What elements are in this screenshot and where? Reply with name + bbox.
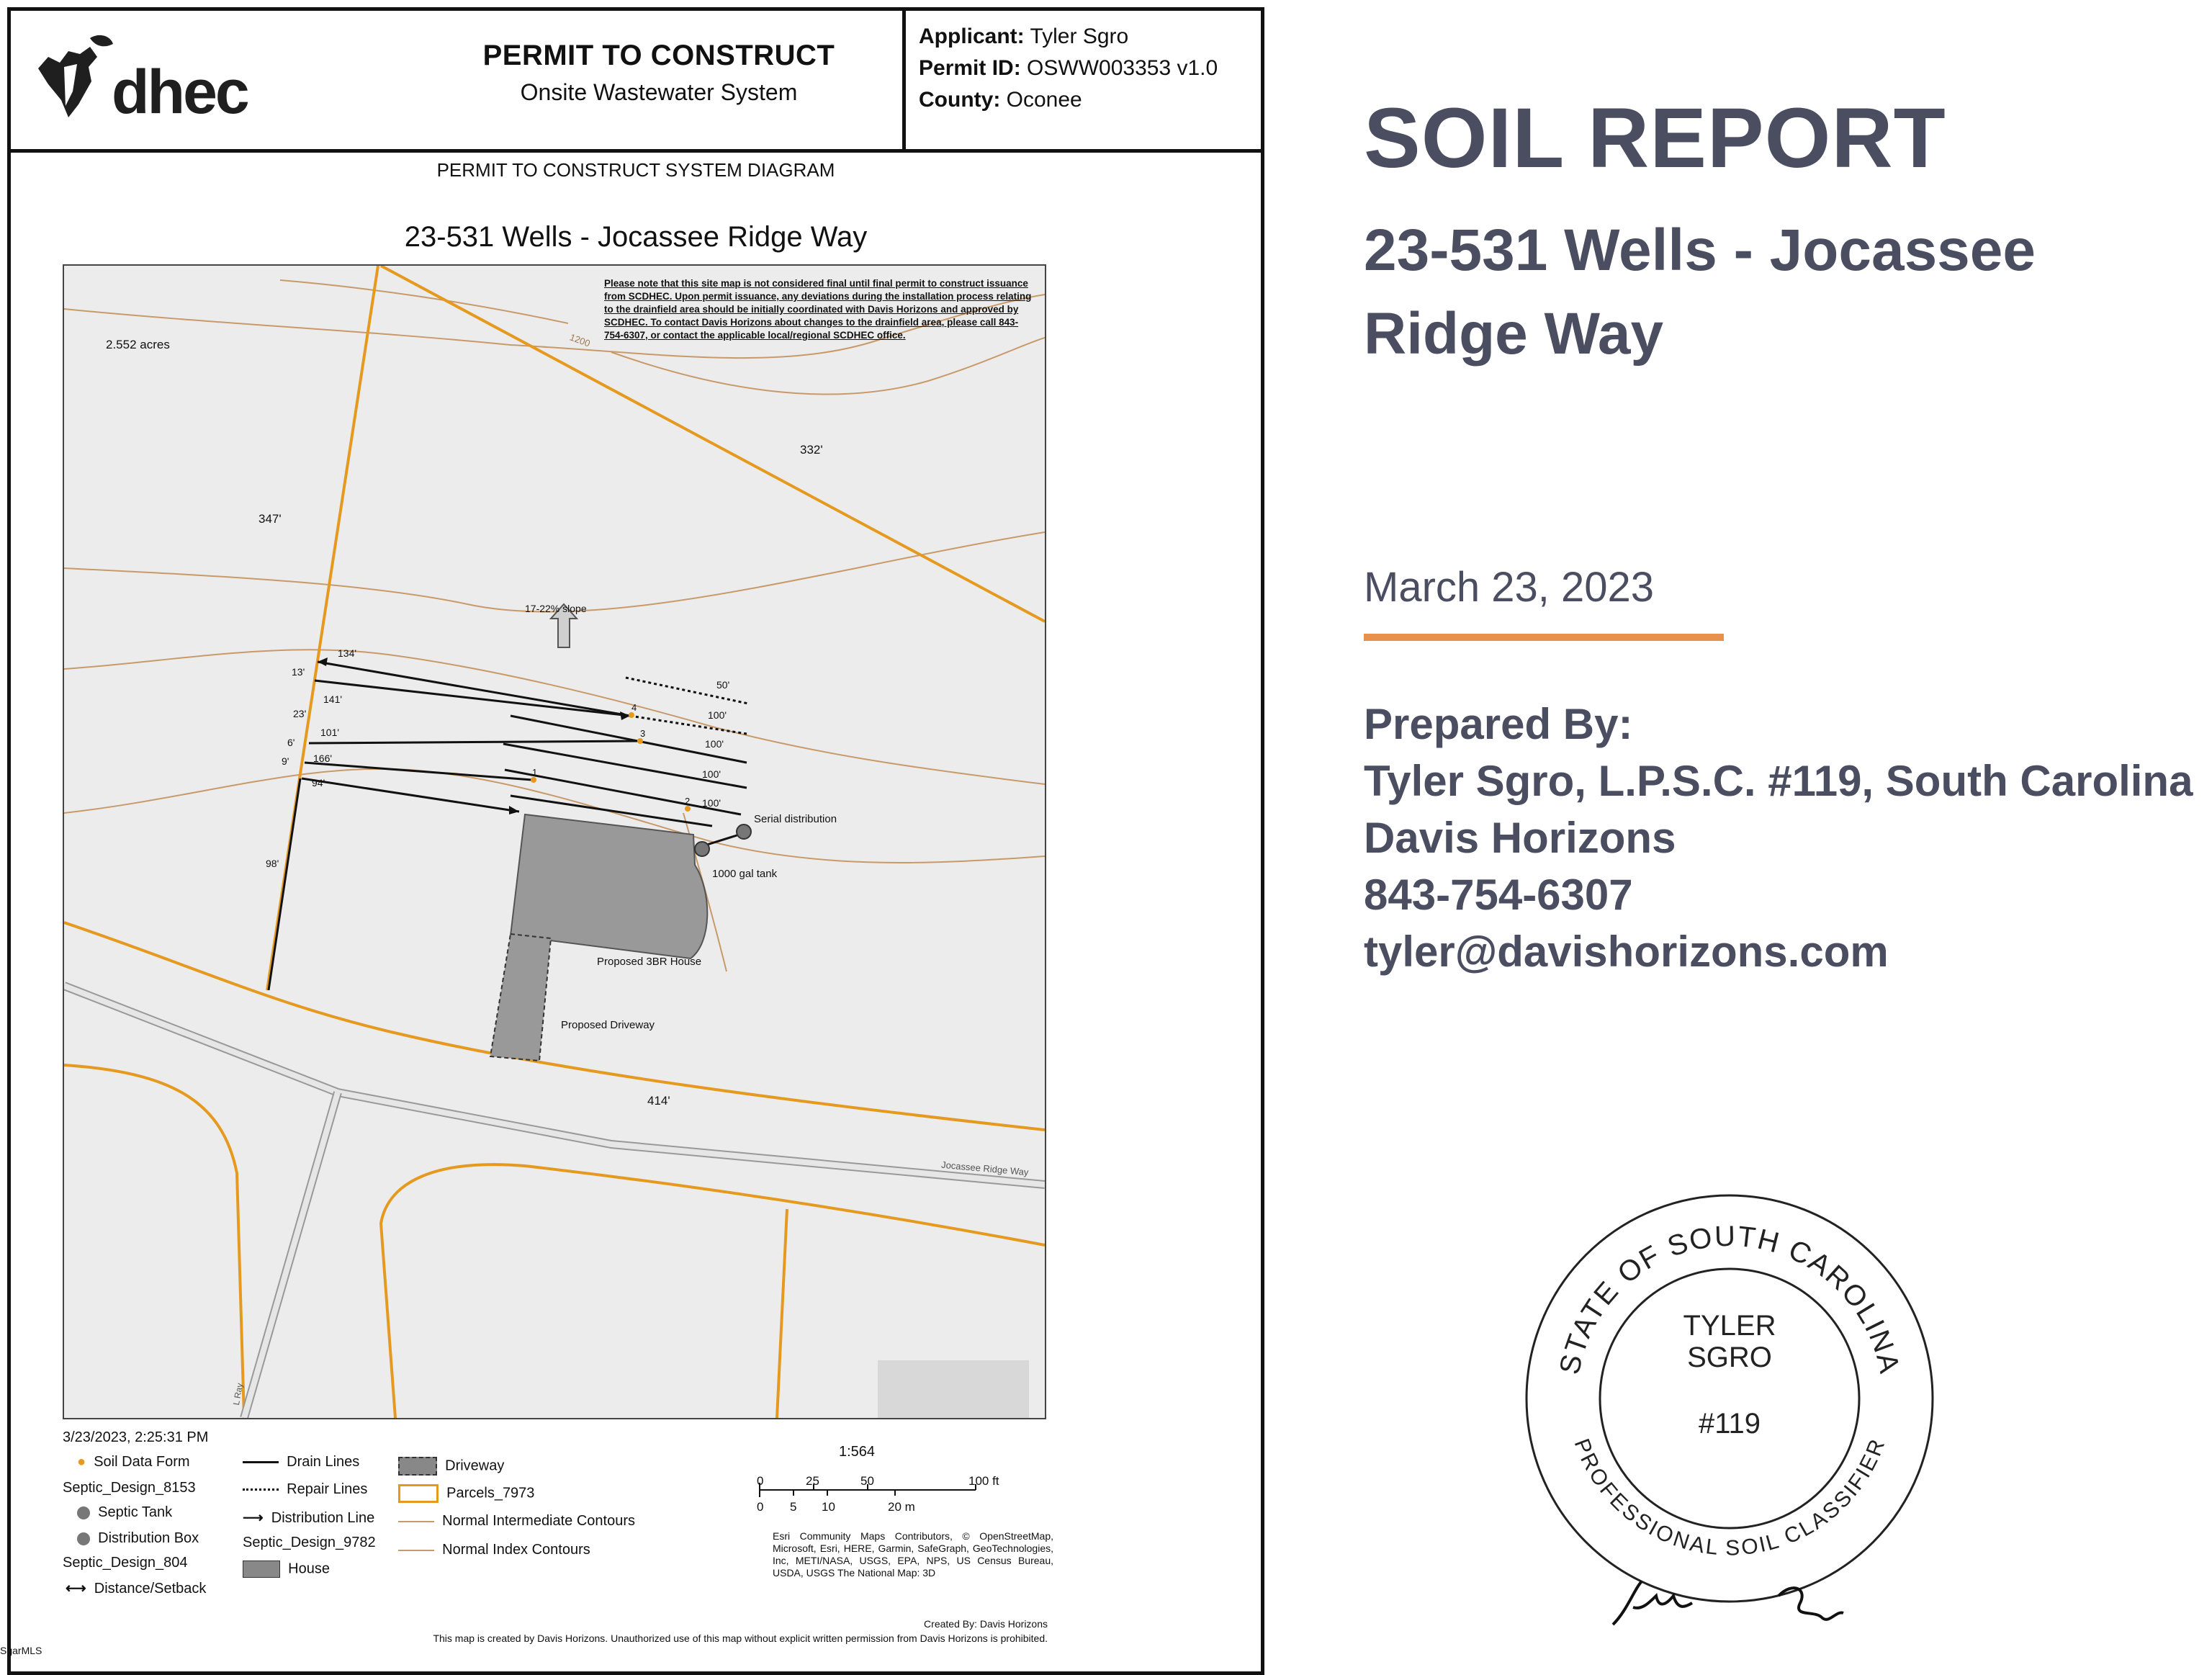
- permit-id-row: Permit ID: OSWW003353 v1.0: [919, 56, 1218, 80]
- dim-100-c: 100': [702, 768, 721, 780]
- report-subtitle: 23-531 Wells - Jocassee Ridge Way: [1364, 217, 2036, 367]
- dim-134: 134': [338, 647, 357, 659]
- scale-m-20: 20 m: [888, 1500, 915, 1514]
- tank-label: 1000 gal tank: [712, 868, 778, 880]
- map-legend: [63, 1428, 1071, 1615]
- driveway-label: Proposed Driveway: [561, 1019, 655, 1031]
- dim-100-b: 100': [705, 738, 724, 750]
- acres-label: 2.552 acres: [106, 338, 170, 351]
- slope-label: 17-22% slope: [525, 603, 587, 614]
- map-disclaimer-note: Please note that this site map is not considered final until final permit to construct issuance from SCDHEC. Upon permit issuance, any deviations during the installation process relating to the drainfield area should be initially coordinated with Davis Horizons and approved by SCDHEC. To contact Davis Horizons about changes to the drainfield area, please call 843-754-6307, or contact the applicable local/regional SCDHEC office.: [604, 278, 1032, 341]
- permit-info-box: [902, 11, 1261, 149]
- scale-m-10: 10: [822, 1500, 835, 1514]
- dim-13: 13': [292, 666, 305, 678]
- legend-septic-design-8153: Septic_Design_8153: [63, 1480, 196, 1496]
- dim-98: 98': [266, 858, 279, 869]
- contour-label: 1200: [568, 331, 592, 349]
- legend-repair-lines: Repair Lines: [243, 1481, 367, 1498]
- prepared-by-block: [1364, 696, 2193, 980]
- line-number-1: 1: [532, 767, 538, 778]
- site-map: [63, 264, 1046, 1419]
- permit-header: [11, 11, 1261, 153]
- dim-23: 23': [293, 708, 307, 719]
- professional-seal: [1521, 1190, 1938, 1607]
- line-number-3: 3: [640, 728, 646, 739]
- legend-intermediate-contours: Normal Intermediate Contours: [398, 1513, 635, 1530]
- legend-septic-design-804: Septic_Design_804: [63, 1555, 188, 1571]
- dim-6: 6': [287, 737, 295, 748]
- permit-title-block: [414, 40, 904, 106]
- legend-house: House: [243, 1561, 330, 1578]
- line-number-2: 2: [685, 796, 691, 807]
- dim-9: 9': [282, 755, 289, 767]
- legend-timestamp: 3/23/2023, 2:25:31 PM: [63, 1429, 209, 1445]
- accent-rule: [1364, 634, 1724, 641]
- applicant-row: Applicant: Tyler Sgro: [919, 24, 1129, 48]
- signature: [1599, 1567, 1887, 1639]
- dim-100-d: 100': [702, 797, 721, 809]
- scale-ft-100: 100 ft: [968, 1474, 999, 1488]
- road-label-2: L Ray: [230, 1382, 246, 1406]
- svg-text:#119: #119: [1698, 1408, 1761, 1440]
- house-label: Proposed 3BR House: [597, 956, 702, 968]
- map-disclaimer: This map is created by Davis Horizons. Unauthorized use of this map without explicit written permission from Davis Horizons is prohibited.: [433, 1633, 1048, 1644]
- legend-parcels: Parcels_7973: [398, 1484, 534, 1503]
- dim-101: 101': [320, 727, 340, 738]
- dim-94: 94': [312, 777, 325, 789]
- scale-ft-25: 25: [806, 1474, 819, 1488]
- phone-number: 843-754-6307: [1364, 871, 1633, 919]
- svg-text:dhec: dhec: [112, 58, 248, 126]
- report-date: March 23, 2023: [1364, 564, 1655, 611]
- dim-50: 50': [716, 679, 730, 691]
- map-credits: Esri Community Maps Contributors, © OpenStreetMap, Microsoft, Esri, HERE, Garmin, SafeGraph, GeoTechnologies, Inc, METI/NASA, USGS, EPA, NPS, US Census Bureau, USDA, USGS The National Map: 3D: [773, 1530, 1053, 1579]
- dim-141: 141': [323, 693, 343, 705]
- svg-text:SGRO: SGRO: [1687, 1342, 1772, 1373]
- road-label: Jocassee Ridge Way: [940, 1159, 1030, 1178]
- permit-subtitle: Onsite Wastewater System: [520, 79, 798, 105]
- line-number-4: 4: [631, 702, 637, 713]
- preparer-name: Tyler Sgro, L.P.S.C. #119, South Carolina: [1364, 757, 2193, 805]
- legend-driveway: Driveway: [398, 1457, 504, 1476]
- scale-ratio: 1:564: [839, 1444, 876, 1460]
- dimension-414: 414': [647, 1094, 670, 1108]
- created-by: Created By: Davis Horizons: [924, 1618, 1048, 1630]
- dimension-347: 347': [258, 512, 282, 526]
- scale-ft-50: 50: [860, 1474, 874, 1488]
- permit-title: PERMIT TO CONSTRUCT: [482, 40, 835, 71]
- legend-distribution-line: ⟶ Distribution Line: [243, 1510, 375, 1526]
- legend-distance-setback: ⟷ Distance/Setback: [66, 1581, 207, 1597]
- legend-drain-lines: Drain Lines: [243, 1454, 359, 1470]
- company-name: Davis Horizons: [1364, 814, 1676, 862]
- svg-text:PROFESSIONAL SOIL CLASSIFIER: PROFESSIONAL SOIL CLASSIFIER: [1569, 1435, 1890, 1561]
- mls-watermark: SgarMLS: [0, 1645, 42, 1656]
- legend-soil-data-form: ● Soil Data Form: [77, 1454, 190, 1470]
- svg-text:STATE OF SOUTH CAROLINA: STATE OF SOUTH CAROLINA: [1553, 1220, 1906, 1378]
- prepared-by-label: Prepared By:: [1364, 700, 1633, 748]
- legend-septic-design-9782: Septic_Design_9782: [243, 1535, 376, 1550]
- legend-septic-tank: Septic Tank: [77, 1504, 172, 1521]
- email-address: tyler@davishorizons.com: [1364, 928, 1889, 976]
- scale-m-5: 5: [790, 1500, 797, 1514]
- report-title: SOIL REPORT: [1364, 91, 1946, 186]
- scale-ft-0: 0: [757, 1474, 764, 1488]
- site-map-drawing: [64, 266, 1045, 1418]
- county-row: County: Oconee: [919, 88, 1082, 112]
- serial-distribution-label: Serial distribution: [754, 813, 837, 825]
- dhec-logo: [27, 25, 271, 126]
- dim-166: 166': [313, 753, 333, 764]
- scale-m-0: 0: [757, 1500, 764, 1514]
- dimension-332: 332': [800, 443, 823, 457]
- svg-text:TYLER: TYLER: [1683, 1310, 1776, 1342]
- legend-index-contours: Normal Index Contours: [398, 1542, 590, 1558]
- dim-100-a: 100': [708, 709, 727, 721]
- permit-document: [7, 7, 1264, 1675]
- diagram-title: PERMIT TO CONSTRUCT SYSTEM DIAGRAM: [436, 159, 835, 181]
- map-title: 23-531 Wells - Jocassee Ridge Way: [404, 221, 868, 253]
- legend-distribution-box: Distribution Box: [77, 1530, 199, 1547]
